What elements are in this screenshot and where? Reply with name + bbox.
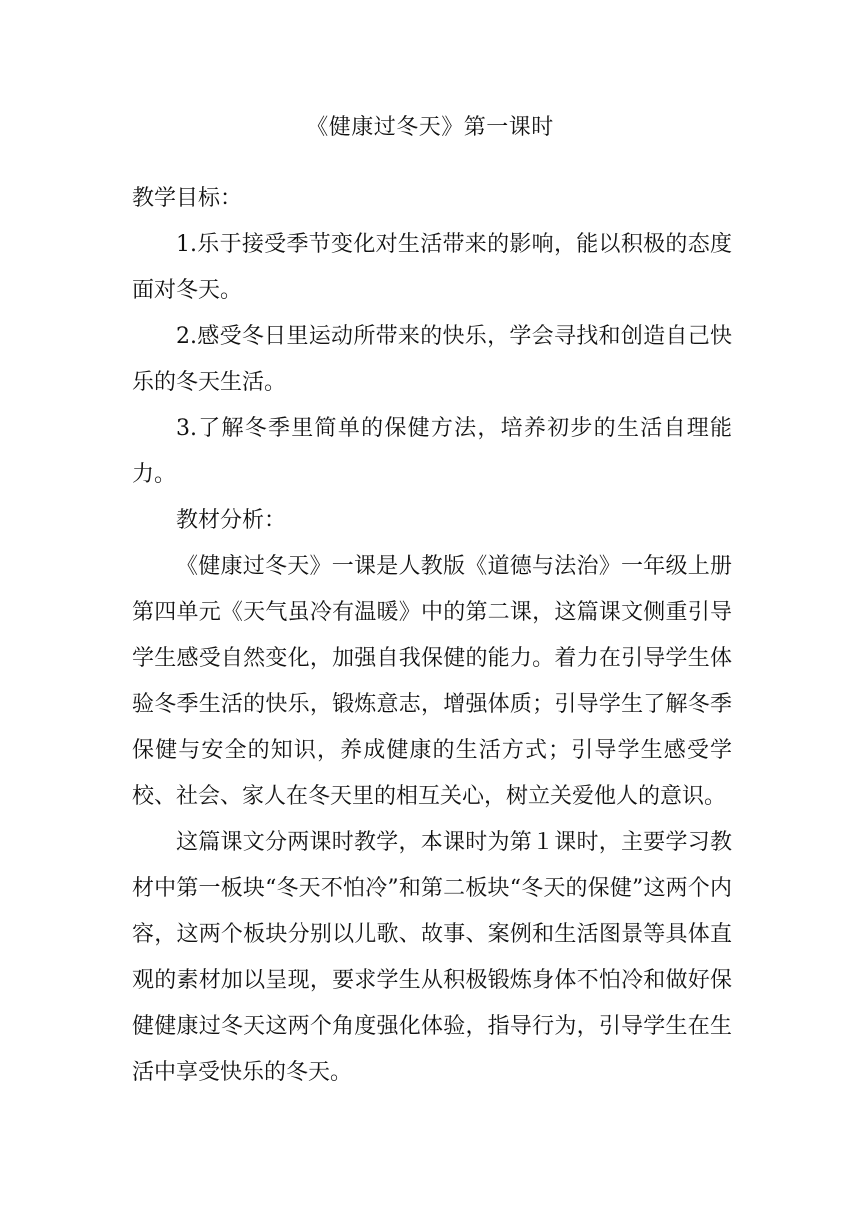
analysis-paragraph-2: 这篇课文分两课时教学，本课时为第１课时，主要学习教材中第一板块“冬天不怕冷”和第二板块“冬天的保健”这两个内容，这两个板块分别以儿歌、故事、案例和生活图景等具体直观的素材加以呈现，要求学生从积极锻炼身体不怕冷和做好保健健康过冬天这两个角度强化体验，指导行为，引导学生在生活中享受快乐的冬天。 <box>132 830 732 1085</box>
analysis-paragraph-1: 《健康过冬天》一课是人教版《道德与法治》一年级上册第四单元《天气虽冷有温暖》中的第二课，这篇课文侧重引导学生感受自然变化，加强自我保健的能力。着力在引导学生体验冬季生活的快乐，锻炼意志，增强体质；引导学生了解冬季保健与安全的知识，养成健康的生活方式；引导学生感受学校、社会、家人在冬天里的相互关心，树立关爱他人的意识。 <box>132 554 732 809</box>
goal-item-1: 1.乐于接受季节变化对生活带来的影响，能以积极的态度面对冬天。 <box>132 232 732 303</box>
document-body <box>132 176 732 1096</box>
section-heading-goals: 教学目标： <box>132 186 243 211</box>
goal-item-2: 2.感受冬日里运动所带来的快乐，学会寻找和创造自己快乐的冬天生活。 <box>132 324 732 395</box>
goal-item-3: 3.了解冬季里简单的保健方法，培养初步的生活自理能力。 <box>132 416 732 487</box>
section-heading-analysis: 教材分析： <box>176 508 287 533</box>
document-title: 《健康过冬天》第一课时 <box>306 115 554 140</box>
